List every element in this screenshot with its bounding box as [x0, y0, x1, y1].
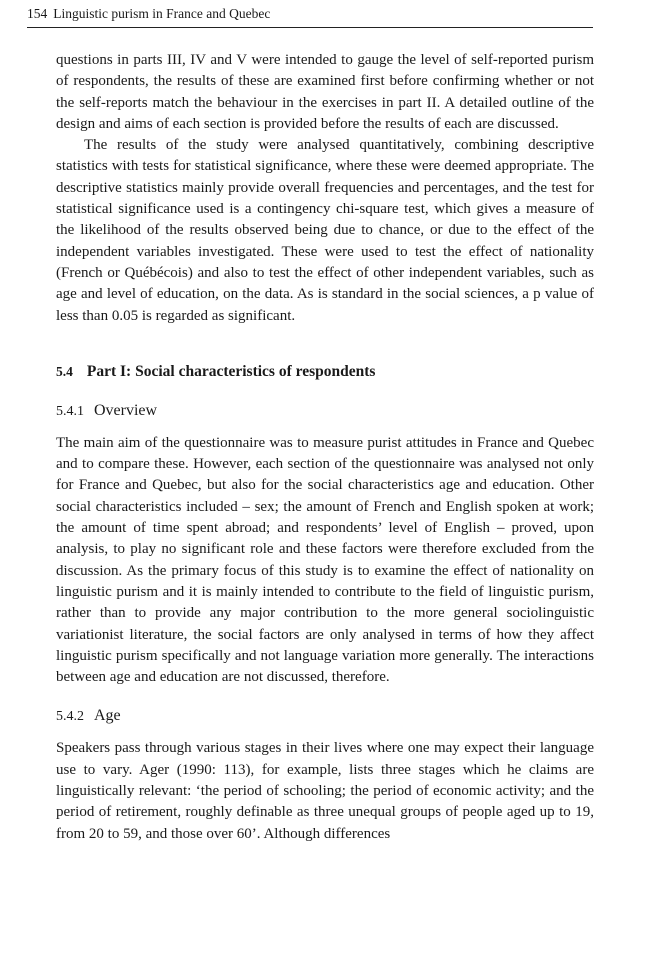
running-header [27, 5, 593, 28]
paragraph-age: Speakers pass through various stages in their lives where one may expect their language use to vary. Ager (1990: 113), for example, lists three stages which he claims are linguistically relevant: ‘the period of schooling; the period of economic activity; and the period of retirement, roughly definable as three unequal groups of people aged up to 19, from 20 to 59, and those over 60’. Although differences [56, 740, 594, 842]
subsection-heading-5-4-1 [56, 400, 594, 423]
section-title: Part I: Social characteristics of respondents [86, 362, 376, 380]
paragraph-analysis-method: The results of the study were analysed quantitatively, combining descriptive statistics with tests for statistical significance, where these were deemed appropriate. The descriptive statistics mainly provide overall frequencies and percentages, and the test for statistical significance used is a contingency chi-square test, which gives a measure of the likelihood of the results observed being due to chance, or due to the effect of the independent variables investigated. These were used to test the effect of nationality (French or Québécois) and also to test the effect of other independent variables, such as age and level of education, on the data. As is standard in the social sciences, a p value of less than 0.05 is regarded as significant. [56, 137, 594, 324]
page-body [56, 50, 594, 845]
paragraph-continued: questions in parts III, IV and V were intended to gauge the level of self-reported purism of respondents, the results of these are examined first before confirming whether or not the self-reports match the behaviour in the exercises in part II. A detailed outline of the design and aims of each section is provided before the results of each are discussed. [56, 52, 594, 132]
running-title: Linguistic purism in France and Quebec [53, 6, 271, 21]
subsection-number: 5.4.1 [56, 403, 84, 419]
subsection-heading-5-4-2 [56, 705, 594, 728]
section-number: 5.4 [56, 363, 73, 379]
subsection-title: Age [94, 707, 121, 725]
subsection-number: 5.4.2 [56, 709, 84, 725]
page-number: 154 [27, 6, 48, 21]
subsection-title: Overview [94, 401, 158, 419]
section-heading-5-4 [56, 361, 594, 383]
paragraph-overview: The main aim of the questionnaire was to measure purist attitudes in France and Quebec and to compare these. However, each section of the questionnaire was analysed not only for France and Quebec, but also for the social characteristics age and education. Other social characteristics included – sex; the amount of French and English spoken at work; the amount of time spent abroad; and respondents’ level of English – proved, upon analysis, to play no significant role and these factors were therefore excluded from the discussion. As the primary focus of this study is to examine the effect of nationality on linguistic purism and it is mainly intended to contribute to the field of linguistic purism, rather than to provide any major contribution to the more general sociolinguistic variationist literature, the social factors are only analysed in terms of how they affect linguistic purism specifically and not language variation more generally. The interactions between age and education are not discussed, therefore. [56, 434, 594, 686]
